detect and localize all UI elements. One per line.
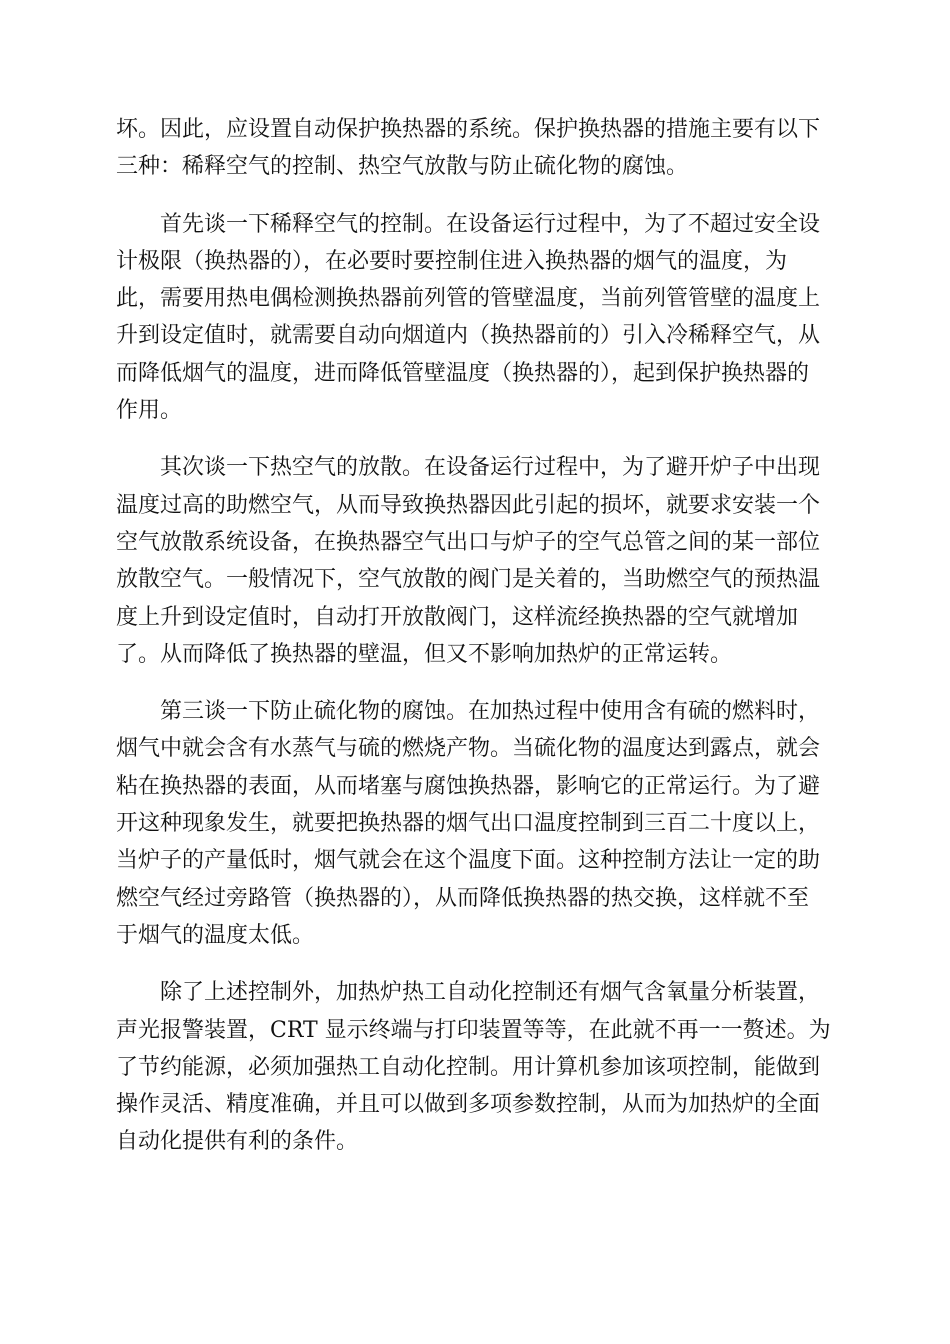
paragraph-dilution-air (116, 206, 834, 430)
text-line: 三种：稀释空气的控制、热空气放散与防止硫化物的腐蚀。 (116, 154, 689, 180)
text-line: 自动化提供有利的条件。 (116, 1129, 359, 1155)
text-line: 而降低烟气的温度，进而降低管壁温度（换热器的），起到保护换热器的 (116, 360, 810, 386)
paragraph-sulfide-corrosion (116, 693, 834, 954)
text-line: 计极限（换热器的），在必要时要控制住进入换热器的烟气的温度，为 (116, 248, 788, 274)
text-line: 了节约能源，必须加强热工自动化控制。用计算机参加该项控制，能做到 (116, 1054, 821, 1080)
text-line: 了。从而降低了换热器的壁温，但又不影响加热炉的正常运转。 (116, 641, 733, 667)
text-line: 于烟气的温度太低。 (116, 922, 315, 948)
text-line: 其次谈一下热空气的放散。在设备运行过程中，为了避开炉子中出现 (160, 455, 821, 481)
text-line: 第三谈一下防止硫化物的腐蚀。在加热过程中使用含有硫的燃料时， (160, 699, 821, 725)
text-line: 空气放散系统设备，在换热器空气出口与炉子的空气总管之间的某一部位 (116, 529, 821, 555)
text-line: 此，需要用热电偶检测换热器前列管的管壁温度，当前列管管壁的温度上 (116, 286, 821, 312)
text-line: 当炉子的产量低时，烟气就会在这个温度下面。这种控制方法让一定的助 (116, 848, 821, 874)
paragraph-conclusion (116, 974, 834, 1160)
text-line: 度上升到设定值时，自动打开放散阀门，这样流经换热器的空气就增加 (116, 604, 799, 630)
text-line: 烟气中就会含有水蒸气与硫的燃烧产物。当硫化物的温度达到露点，就会 (116, 736, 821, 762)
text-line: 燃空气经过旁路管（换热器的），从而降低换热器的热交换，这样就不至 (116, 885, 810, 911)
paragraph-intro (116, 111, 834, 186)
document-page (116, 111, 834, 1181)
text-line: 声光报警装置，CRT 显示终端与打印装置等等，在此就不再一一赘述。为 (116, 1017, 831, 1043)
text-line: 坏。因此，应设置自动保护换热器的系统。保护换热器的措施主要有以下 (116, 117, 821, 142)
paragraph-hot-air-release (116, 449, 834, 673)
text-line: 开这种现象发生，就要把换热器的烟气出口温度控制到三百二十度以上， (116, 811, 821, 837)
text-line: 作用。 (116, 398, 183, 424)
text-line: 放散空气。一般情况下，空气放散的阀门是关着的，当助燃空气的预热温 (116, 567, 821, 593)
text-line: 粘在换热器的表面，从而堵塞与腐蚀换热器，影响它的正常运行。为了避 (116, 773, 821, 799)
text-line: 首先谈一下稀释空气的控制。在设备运行过程中，为了不超过安全设 (160, 211, 821, 237)
text-line: 升到设定值时，就需要自动向烟道内（换热器前的）引入冷稀释空气，从 (116, 323, 821, 349)
text-line: 操作灵活、精度准确，并且可以做到多项参数控制，从而为加热炉的全面 (116, 1092, 821, 1118)
text-line: 温度过高的助燃空气，从而导致换热器因此引起的损坏，就要求安装一个 (116, 492, 821, 518)
text-line: 除了上述控制外，加热炉热工自动化控制还有烟气含氧量分析装置， (160, 980, 821, 1006)
